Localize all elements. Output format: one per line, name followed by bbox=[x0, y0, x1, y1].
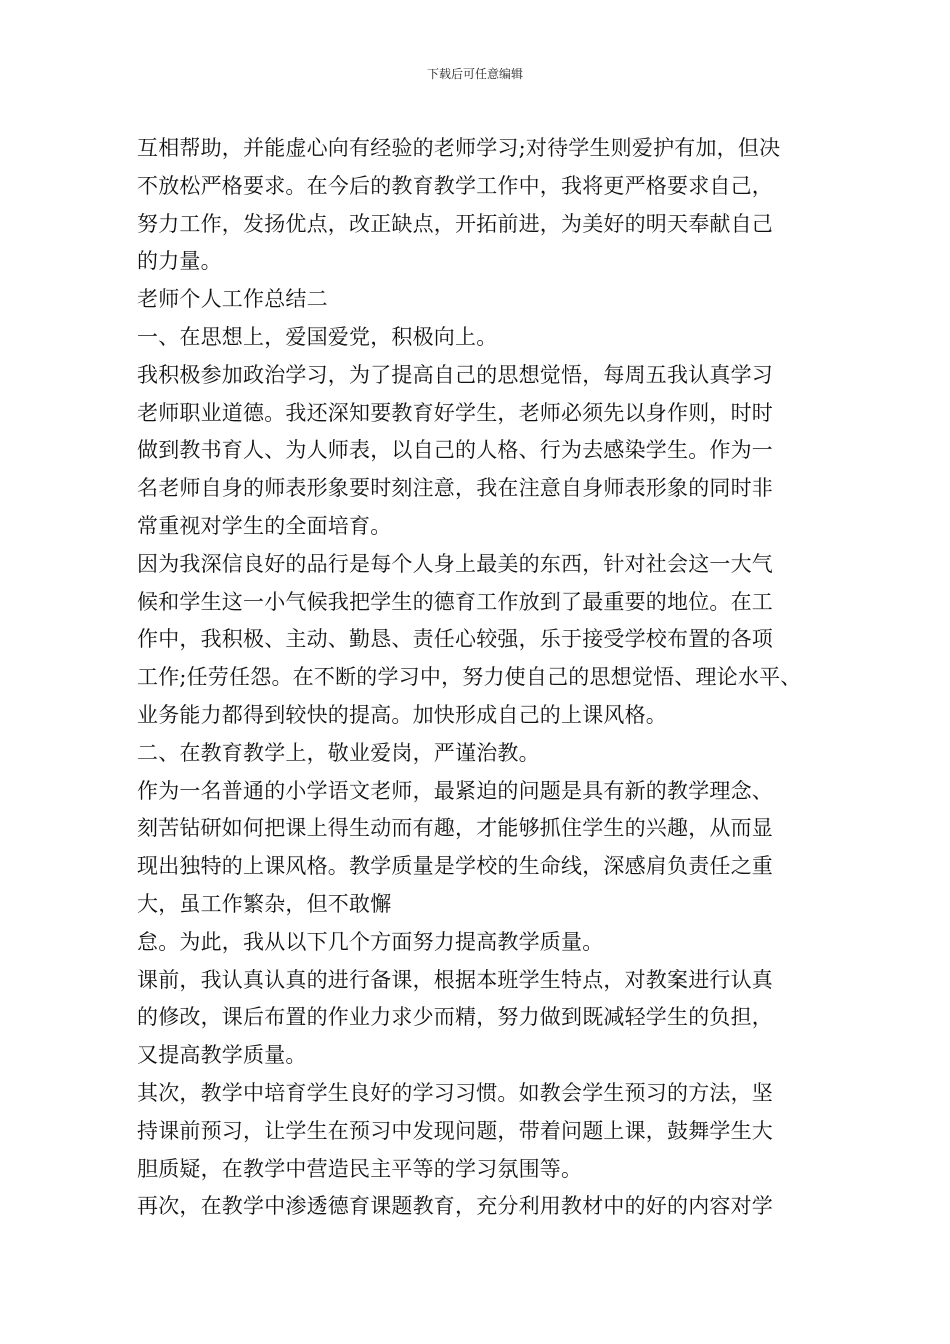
text-line: 业务能力都得到较快的提高。加快形成自己的上课风格。 bbox=[137, 702, 667, 727]
text-line: 不放松严格要求。在今后的教育教学工作中，我将更严格要求自己， bbox=[137, 173, 773, 198]
text-line: 的力量。 bbox=[137, 249, 222, 274]
text-line: 胆质疑，在教学中营造民主平等的学习氛围等。 bbox=[137, 1156, 583, 1181]
text-line: 怠。为此，我从以下几个方面努力提高教学质量。 bbox=[137, 929, 604, 954]
text-line: 刻苦钻研如何把课上得生动而有趣，才能够抓住学生的兴趣，从而显 bbox=[137, 816, 773, 841]
text-line: 其次，教学中培育学生良好的学习习惯。如教会学生预习的方法，坚 bbox=[137, 1080, 773, 1105]
section-heading: 二、在教育教学上，敬业爱岗，严谨治教。 bbox=[137, 740, 540, 765]
text-line: 大，虽工作繁杂，但不敢懈 bbox=[137, 891, 392, 916]
text-line: 候和学生这一小气候我把学生的德育工作放到了最重要的地位。在工 bbox=[137, 589, 773, 614]
text-line: 互相帮助，并能虚心向有经验的老师学习;对待学生则爱护有加，但决 bbox=[137, 136, 781, 160]
text-line: 作中，我积极、主动、勤恳、责任心较强，乐于接受学校布置的各项 bbox=[137, 627, 773, 652]
text-line: 持课前预习，让学生在预习中发现问题，带着问题上课，鼓舞学生大 bbox=[137, 1118, 773, 1143]
text-line: 因为我深信良好的品行是每个人身上最美的东西，针对社会这一大气 bbox=[137, 551, 773, 576]
text-line: 再次，在教学中渗透德育课题教育，充分利用教材中的好的内容对学 bbox=[137, 1194, 773, 1219]
text-line: 又提高教学质量。 bbox=[137, 1043, 307, 1068]
page-header: 下载后可任意编辑 bbox=[426, 67, 523, 81]
text-line: 现出独特的上课风格。教学质量是学校的生命线，深感肩负责任之重 bbox=[137, 854, 773, 879]
text-line: 努力工作，发扬优点，改正缺点，开拓前进，为美好的明天奉献自己 bbox=[137, 211, 773, 236]
document-body bbox=[137, 130, 837, 1226]
text-line: 的修改，课后布置的作业力求少而精，努力做到既减轻学生的负担， bbox=[137, 1005, 773, 1030]
text-line: 我积极参加政治学习，为了提高自己的思想觉悟，每周五我认真学习 bbox=[137, 362, 773, 387]
text-line: 常重视对学生的全面培育。 bbox=[137, 513, 392, 538]
text-line: 老师职业道德。我还深知要教育好学生，老师必须先以身作则，时时 bbox=[137, 400, 773, 425]
text-line: 作为一名普通的小学语文老师，最紧迫的问题是具有新的教学理念、 bbox=[137, 778, 773, 803]
section-heading: 一、在思想上，爱国爱党，积极向上。 bbox=[137, 324, 498, 349]
text-line: 课前，我认真认真的进行备课，根据本班学生特点，对教案进行认真 bbox=[137, 967, 773, 992]
text-line: 名老师自身的师表形象要时刻注意，我在注意自身师表形象的同时非 bbox=[137, 476, 773, 501]
section-title: 老师个人工作总结二 bbox=[137, 287, 328, 312]
text-line: 做到教书育人、为人师表，以自己的人格、行为去感染学生。作为一 bbox=[137, 438, 773, 463]
text-line: 工作;任劳任怨。在不断的学习中，努力使自己的思想觉悟、理论水平、 bbox=[137, 665, 802, 690]
